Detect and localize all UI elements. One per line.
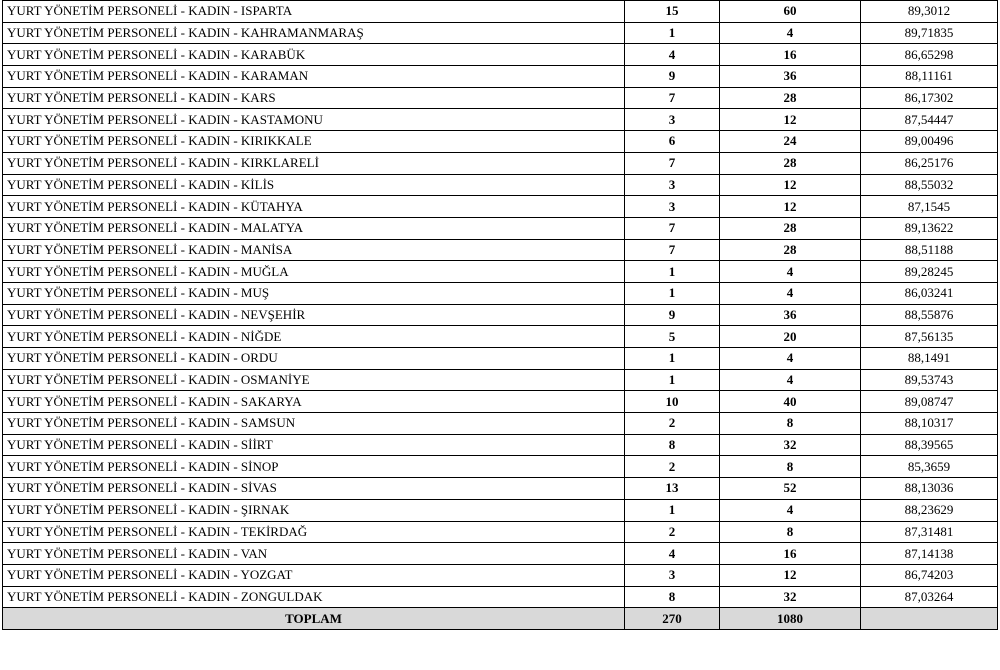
row-quota-cell: 1: [625, 499, 720, 521]
row-count-cell: 12: [720, 564, 861, 586]
row-name-cell: YURT YÖNETİM PERSONELİ - KADIN - KIRIKKALE: [3, 131, 625, 153]
table-row: [3, 87, 998, 109]
table-row: [3, 499, 998, 521]
row-name-cell: YURT YÖNETİM PERSONELİ - KADIN - NEVŞEHİR: [3, 304, 625, 326]
row-name-cell: YURT YÖNETİM PERSONELİ - KADIN - VAN: [3, 543, 625, 565]
row-count-cell: 36: [720, 66, 861, 88]
row-quota-cell: 9: [625, 66, 720, 88]
row-name-cell: YURT YÖNETİM PERSONELİ - KADIN - SAMSUN: [3, 413, 625, 435]
row-score-cell: 87,14138: [861, 543, 998, 565]
row-count-cell: 32: [720, 434, 861, 456]
table-row: [3, 109, 998, 131]
row-quota-cell: 7: [625, 87, 720, 109]
table-row: [3, 391, 998, 413]
table-row: [3, 326, 998, 348]
row-quota-cell: 1: [625, 348, 720, 370]
row-quota-cell: 2: [625, 456, 720, 478]
total-score: [861, 608, 998, 630]
row-score-cell: 89,3012: [861, 1, 998, 23]
table-row: [3, 44, 998, 66]
table-row: [3, 348, 998, 370]
row-name-cell: YURT YÖNETİM PERSONELİ - KADIN - KARABÜK: [3, 44, 625, 66]
row-name-cell: YURT YÖNETİM PERSONELİ - KADIN - ŞIRNAK: [3, 499, 625, 521]
row-quota-cell: 9: [625, 304, 720, 326]
row-score-cell: 89,28245: [861, 261, 998, 283]
table-row: [3, 217, 998, 239]
row-quota-cell: 8: [625, 586, 720, 608]
total-label: TOPLAM: [3, 608, 625, 630]
row-quota-cell: 3: [625, 109, 720, 131]
row-count-cell: 28: [720, 87, 861, 109]
row-score-cell: 86,03241: [861, 282, 998, 304]
table-row: [3, 586, 998, 608]
row-count-cell: 12: [720, 174, 861, 196]
row-score-cell: 89,00496: [861, 131, 998, 153]
row-score-cell: 89,13622: [861, 217, 998, 239]
row-count-cell: 8: [720, 413, 861, 435]
table-row: [3, 543, 998, 565]
row-quota-cell: 3: [625, 174, 720, 196]
table-row: [3, 282, 998, 304]
row-count-cell: 16: [720, 44, 861, 66]
row-name-cell: YURT YÖNETİM PERSONELİ - KADIN - KAHRAMANMARAŞ: [3, 22, 625, 44]
row-quota-cell: 7: [625, 239, 720, 261]
row-name-cell: YURT YÖNETİM PERSONELİ - KADIN - SİVAS: [3, 478, 625, 500]
row-quota-cell: 13: [625, 478, 720, 500]
table-row: [3, 239, 998, 261]
row-count-cell: 4: [720, 348, 861, 370]
row-score-cell: 88,55876: [861, 304, 998, 326]
row-name-cell: YURT YÖNETİM PERSONELİ - KADIN - MALATYA: [3, 217, 625, 239]
row-name-cell: YURT YÖNETİM PERSONELİ - KADIN - ZONGULDAK: [3, 586, 625, 608]
row-quota-cell: 1: [625, 261, 720, 283]
row-count-cell: 28: [720, 239, 861, 261]
total-row: [3, 608, 998, 630]
row-quota-cell: 1: [625, 22, 720, 44]
table-row: [3, 196, 998, 218]
row-quota-cell: 7: [625, 217, 720, 239]
total-count: 1080: [720, 608, 861, 630]
table-row: [3, 521, 998, 543]
row-quota-cell: 1: [625, 282, 720, 304]
row-name-cell: YURT YÖNETİM PERSONELİ - KADIN - KASTAMONU: [3, 109, 625, 131]
row-name-cell: YURT YÖNETİM PERSONELİ - KADIN - KARAMAN: [3, 66, 625, 88]
row-score-cell: 88,39565: [861, 434, 998, 456]
row-score-cell: 89,08747: [861, 391, 998, 413]
row-quota-cell: 5: [625, 326, 720, 348]
row-name-cell: YURT YÖNETİM PERSONELİ - KADIN - MUŞ: [3, 282, 625, 304]
table-row: [3, 564, 998, 586]
row-name-cell: YURT YÖNETİM PERSONELİ - KADIN - TEKİRDAĞ: [3, 521, 625, 543]
row-quota-cell: 4: [625, 44, 720, 66]
row-name-cell: YURT YÖNETİM PERSONELİ - KADIN - MUĞLA: [3, 261, 625, 283]
total-quota: 270: [625, 608, 720, 630]
row-score-cell: 87,1545: [861, 196, 998, 218]
row-count-cell: 16: [720, 543, 861, 565]
row-count-cell: 12: [720, 109, 861, 131]
table-row: [3, 434, 998, 456]
row-count-cell: 28: [720, 152, 861, 174]
row-quota-cell: 4: [625, 543, 720, 565]
table-row: [3, 413, 998, 435]
row-name-cell: YURT YÖNETİM PERSONELİ - KADIN - OSMANİYE: [3, 369, 625, 391]
row-count-cell: 52: [720, 478, 861, 500]
row-name-cell: YURT YÖNETİM PERSONELİ - KADIN - NİĞDE: [3, 326, 625, 348]
row-score-cell: 87,56135: [861, 326, 998, 348]
row-score-cell: 85,3659: [861, 456, 998, 478]
row-score-cell: 88,55032: [861, 174, 998, 196]
row-quota-cell: 6: [625, 131, 720, 153]
row-score-cell: 88,1491: [861, 348, 998, 370]
row-score-cell: 88,11161: [861, 66, 998, 88]
row-quota-cell: 10: [625, 391, 720, 413]
table-row: [3, 456, 998, 478]
row-name-cell: YURT YÖNETİM PERSONELİ - KADIN - YOZGAT: [3, 564, 625, 586]
row-score-cell: 86,25176: [861, 152, 998, 174]
row-quota-cell: 2: [625, 413, 720, 435]
results-table: [2, 0, 998, 630]
table-row: [3, 304, 998, 326]
row-score-cell: 88,13036: [861, 478, 998, 500]
table-row: [3, 478, 998, 500]
row-name-cell: YURT YÖNETİM PERSONELİ - KADIN - KARS: [3, 87, 625, 109]
row-quota-cell: 2: [625, 521, 720, 543]
row-score-cell: 88,23629: [861, 499, 998, 521]
row-count-cell: 20: [720, 326, 861, 348]
row-name-cell: YURT YÖNETİM PERSONELİ - KADIN - MANİSA: [3, 239, 625, 261]
table-row: [3, 174, 998, 196]
table-row: [3, 66, 998, 88]
row-score-cell: 86,74203: [861, 564, 998, 586]
row-score-cell: 86,17302: [861, 87, 998, 109]
row-quota-cell: 15: [625, 1, 720, 23]
table-row: [3, 22, 998, 44]
row-quota-cell: 7: [625, 152, 720, 174]
row-count-cell: 4: [720, 282, 861, 304]
row-count-cell: 4: [720, 261, 861, 283]
row-quota-cell: 1: [625, 369, 720, 391]
row-count-cell: 4: [720, 369, 861, 391]
row-score-cell: 87,03264: [861, 586, 998, 608]
row-name-cell: YURT YÖNETİM PERSONELİ - KADIN - ISPARTA: [3, 1, 625, 23]
row-score-cell: 89,53743: [861, 369, 998, 391]
row-quota-cell: 3: [625, 196, 720, 218]
row-score-cell: 87,54447: [861, 109, 998, 131]
row-score-cell: 87,31481: [861, 521, 998, 543]
row-score-cell: 88,51188: [861, 239, 998, 261]
table-row: [3, 261, 998, 283]
row-quota-cell: 8: [625, 434, 720, 456]
row-count-cell: 40: [720, 391, 861, 413]
table-row: [3, 1, 998, 23]
row-name-cell: YURT YÖNETİM PERSONELİ - KADIN - SAKARYA: [3, 391, 625, 413]
row-count-cell: 4: [720, 499, 861, 521]
row-count-cell: 8: [720, 456, 861, 478]
row-count-cell: 32: [720, 586, 861, 608]
row-score-cell: 89,71835: [861, 22, 998, 44]
row-name-cell: YURT YÖNETİM PERSONELİ - KADIN - KİLİS: [3, 174, 625, 196]
row-name-cell: YURT YÖNETİM PERSONELİ - KADIN - SİNOP: [3, 456, 625, 478]
row-name-cell: YURT YÖNETİM PERSONELİ - KADIN - KÜTAHYA: [3, 196, 625, 218]
row-count-cell: 24: [720, 131, 861, 153]
row-name-cell: YURT YÖNETİM PERSONELİ - KADIN - KIRKLARELİ: [3, 152, 625, 174]
row-score-cell: 86,65298: [861, 44, 998, 66]
table-row: [3, 369, 998, 391]
row-count-cell: 36: [720, 304, 861, 326]
table-row: [3, 152, 998, 174]
row-count-cell: 8: [720, 521, 861, 543]
row-name-cell: YURT YÖNETİM PERSONELİ - KADIN - ORDU: [3, 348, 625, 370]
table-body: [3, 1, 998, 630]
row-count-cell: 60: [720, 1, 861, 23]
row-score-cell: 88,10317: [861, 413, 998, 435]
row-quota-cell: 3: [625, 564, 720, 586]
row-count-cell: 4: [720, 22, 861, 44]
row-count-cell: 28: [720, 217, 861, 239]
table-row: [3, 131, 998, 153]
row-name-cell: YURT YÖNETİM PERSONELİ - KADIN - SİİRT: [3, 434, 625, 456]
row-count-cell: 12: [720, 196, 861, 218]
